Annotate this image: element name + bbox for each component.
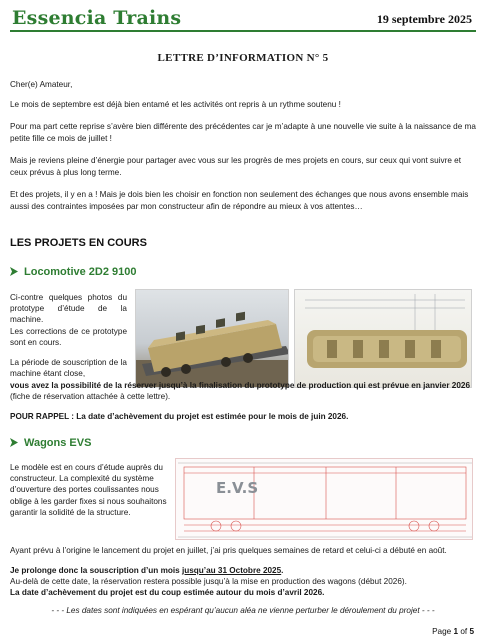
intro-paragraph-1: Le mois de septembre est déjà bien entamé et les activités ont repris à un rythme soutenu ! xyxy=(10,100,341,109)
locomotive-heading-label: Locomotive 2D2 9100 xyxy=(24,266,137,278)
locomotive-reminder: POUR RAPPEL : La date d’achèvement du projet est estimée pour le mois de juin 2026. xyxy=(10,412,349,421)
wagons-heading-label: Wagons EVS xyxy=(24,437,92,449)
intro-paragraph-3: Mais je reviens pleine d’énergie pour partager avec vous sur les progrès de mes projets en cours, sur ceux qui vont suivre et ceux prévus à plus long terme. xyxy=(10,156,461,177)
locomotive-heading xyxy=(10,266,137,278)
page-indicator xyxy=(432,627,474,636)
page-current: 1 xyxy=(453,627,459,636)
locomotive-side-image xyxy=(136,290,289,388)
locomotive-photo-side xyxy=(135,289,289,388)
locomotive-reservation xyxy=(10,380,476,403)
wagons-delay: Ayant prévu à l’origine le lancement du projet en juillet, j’ai pris quelques semaines de retard et celui-ci a débuté en août. xyxy=(10,546,447,555)
header xyxy=(10,6,476,32)
drawing-label: E.V.S xyxy=(216,479,259,497)
arrow-bullet-icon xyxy=(10,267,18,276)
locomotive-reservation-bold: vous avez la possibilité de la réserver jusqu’à la finalisation du prototype de production qui est prévue en janvier 2026 xyxy=(10,381,470,390)
intro-paragraph-4: Et des projets, il y en a ! Mais je dois bien les choisir en fonction non seulement des échanges que nous avons ensemble mais aussi des contraintes imposées par mon constructeur afin de répondre au mieux à vos attentes… xyxy=(10,190,469,211)
wagons-extension-end: . xyxy=(281,566,284,575)
page-total: 5 xyxy=(469,627,474,636)
locomotive-text-1: Ci-contre quelques photos du prototype d’étude de la machine. xyxy=(10,293,127,325)
wagon-technical-drawing xyxy=(175,458,473,540)
section-title-projects: LES PROJETS EN COURS xyxy=(10,237,147,249)
locomotive-reservation-note: (fiche de réservation attachée à cette lettre). xyxy=(10,392,171,402)
locomotive-text-2: Les corrections de ce prototype sont en cours. xyxy=(10,327,127,348)
letter-title: LETTRE D’INFORMATION N° 5 xyxy=(157,52,329,64)
wagons-extension xyxy=(10,565,476,577)
intro-paragraph-2: Pour ma part cette reprise s’avère bien différente des précédentes car je m’adapte à une nouvelle vie suite à la naissance de ma petite fille ce mois de juillet ! xyxy=(10,122,476,143)
page-middle: of xyxy=(458,627,470,636)
wagons-extension-deadline: jusqu’au 31 Octobre 2025 xyxy=(181,566,282,575)
brand-title: Essencia Trains xyxy=(12,7,182,29)
locomotive-top-image xyxy=(295,290,472,388)
wagons-completion: La date d’achèvement du projet est du coup estimée autour du mois d’avril 2026. xyxy=(10,588,325,597)
footer-note: - - - Les dates sont indiquées en espérant qu’aucun aléa ne vienne perturber le déroulement du projet - - - xyxy=(51,606,435,615)
page-prefix: Page xyxy=(432,627,454,636)
wagons-description: Le modèle est en cours d’étude auprès du constructeur. La complexité du système d’ouverture des portes coulissantes nous oblige à les garder fixes si nous souhaitons garantir la solidité de la structure. xyxy=(10,463,167,517)
header-divider xyxy=(10,30,476,32)
locomotive-photo-top xyxy=(294,289,472,388)
wagons-heading xyxy=(10,437,91,449)
arrow-bullet-icon xyxy=(10,438,18,447)
wagons-after-deadline: Au-delà de cette date, la réservation restera possible jusqu’à la mise en production des wagons (début 2026). xyxy=(10,577,407,586)
wagons-extension-text: Je prolonge donc la souscription d’un mois xyxy=(10,566,182,575)
issue-date: 19 septembre 2025 xyxy=(376,12,472,26)
locomotive-text-3: La période de souscription de la machine étant close, xyxy=(10,358,127,379)
wagon-drawing-image xyxy=(176,459,473,540)
greeting: Cher(e) Amateur, xyxy=(10,80,73,89)
